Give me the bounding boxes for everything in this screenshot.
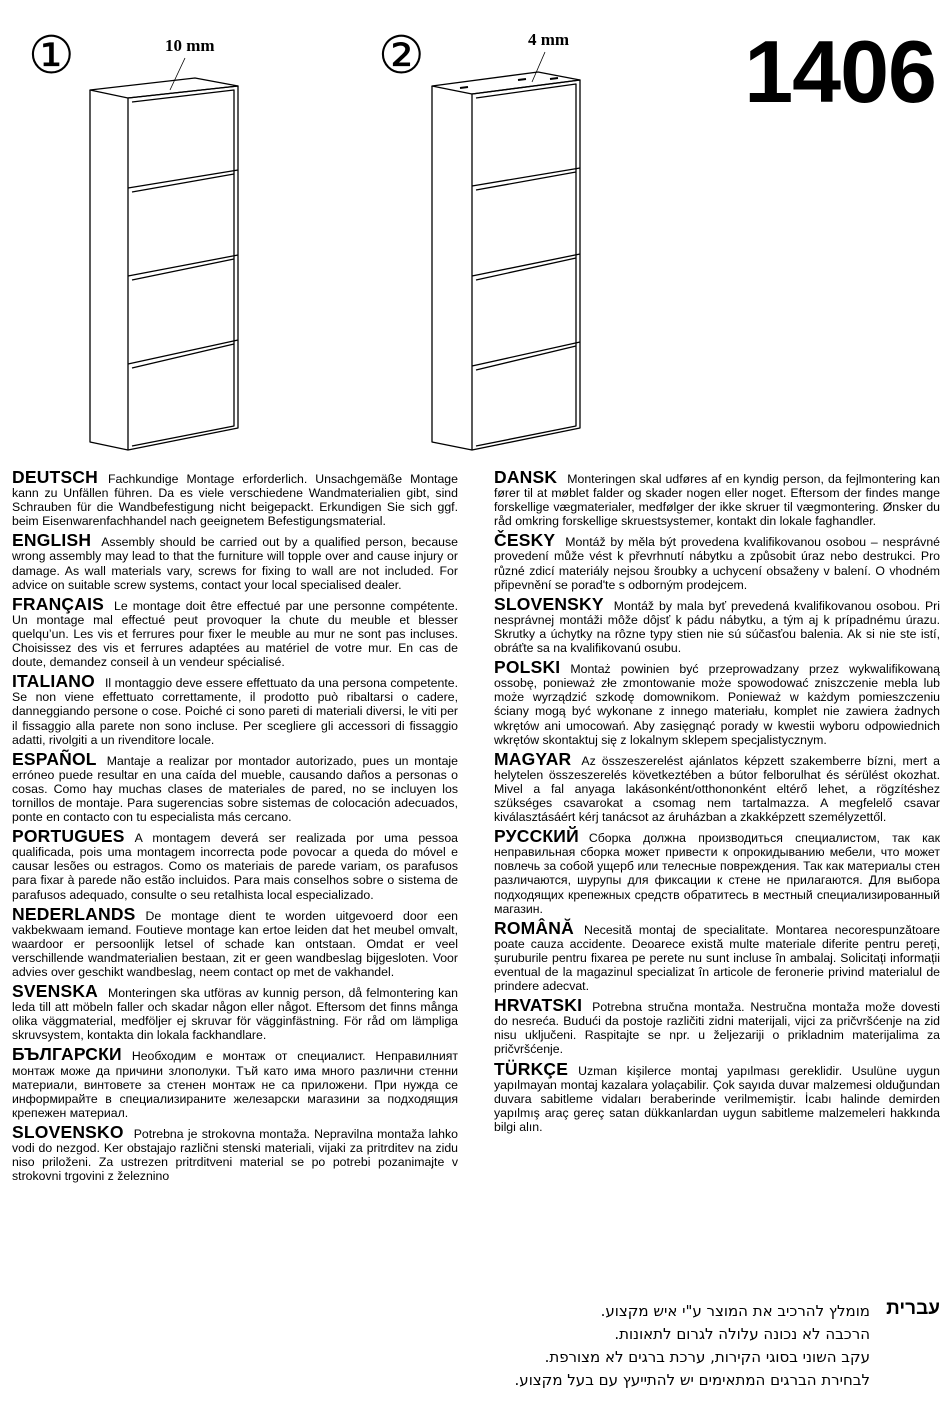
hebrew-heading: עברית: [886, 1298, 940, 1319]
section-russian: РУССКИЙ Сборка должна производиться специалистом, так как неправильная сборка может привести к опрокидыванию мебели, что может повлечь за собой ущерб или телесные повреждения. Так как материалы стен различаются, шурупы для фиксации к стене не прилагаются. Для выбора подходящих крепежных средств обратитесь в местный специализированный магазин.: [494, 826, 940, 916]
section-deutsch: DEUTSCH Fachkundige Montage erforderlich. Unsachgemäße Montage kann zu Unfällen führen. Da es viele verschiedene Wandmaterialien gibt, sind Schrauben für die Wandbefestigung nicht beigepackt. Erkundigen Sie sich ggf. beim Eisenwarenfachhandel nach geeignetem Befestigungsmaterial.: [12, 467, 458, 529]
section-espanol: ESPAÑOL Mantaje a realizar por montador autorizado, pues un montaje erróneo puede resultar en una caída del mueble, causando daños a personas o cosas. Como hay muchas clases de materiales de pared, no se incluyen los tornillos de montaje. Para sugerencias sobre sistemas de colocación adecuados, ponte en contacto con tu especialista más cercano.: [12, 748, 458, 825]
model-number: 1406: [744, 22, 936, 121]
figure-1-number: ①: [28, 26, 75, 86]
section-dansk: DANSK Monteringen skal udføres af en kyndig person, da fejlmontering kan fører til at møblet falder og skader nogen eller noget. Eftersom der findes mange forskellige vægmaterialer, medfølger der ikke skruer til vægmontering. Ønsker du råd omkring forskellige skruestsystemer, kontakt din lokale faghandler.: [494, 467, 940, 529]
instructions-right-column: [494, 467, 940, 1139]
section-english: ENGLISH Assembly should be carried out by a qualified person, because wrong assembly may lead to that the furniture will topple over and cause injury or damage. As wall materials vary, screws for fixing to wall are not included. For advice on suitable screw systems, contact your local specialised dealer.: [12, 530, 458, 592]
figure-1-shoe-cabinet-drawing: [70, 50, 260, 460]
section-magyar: MAGYAR Az összeszerelést ajánlatos képzett szakemberre bízni, mert a helytelen összeszerelés következtében a bútor felborulhat és sérülést okozhat. Mivel a fal anyaga lakásonként/otthononként eltérő lehet, a rögzítéshez szükséges csavarokat a csomag nem tartalmazza. A megfelelő csavar kiválasztásáért kérj tanácsot az áruházban a zkakképzett személyzettől.: [494, 748, 940, 825]
section-cesky: ČESKY Montáž by měla být provedena kvalifikovanou osobou – nesprávné provedení může vést k převrhnutí nábytku a způsobit úraz nebo destrukci. Pro různé zdicí materiály nejsou šroubky a uchycení obsaženy v balení. O vhodném připevnění se porad'te s odborným prodejcem.: [494, 530, 940, 592]
figure-1-dimension: 10 mm: [165, 36, 215, 55]
section-francais: FRANÇAIS Le montage doit être effectué par une personne compétente. Un montage mal effectué peut provoquer la chute du meuble et blesser quelqu’un. Les vis et ferrures pour fixer le meuble au mur ne sont pas incluses. Choisissez des vis et ferrures adaptées au matériel de votre mur. En cas de doute, demandez conseil à un vendeur spécialisé.: [12, 593, 458, 670]
instructions-left-column: [12, 467, 458, 1188]
section-turkce: TÜRKÇE Uzman kişilerce montaj yapılması gereklidir. Usulüne uygun yapılmayan montaj kazalara yolaçabilir. Çok sayıda duvar malzemesi olduğundan duvara sabitleme vidaları beraberinde verilmemiştir. İcabı halinde demirden yapılmış araç gereç satan dükkanlardan uygun sabitleme malzemeleri hakkında bilgi alın.: [494, 1058, 940, 1134]
figure-2-shoe-cabinet-drawing: [420, 44, 610, 460]
hebrew-text: מומלץ להרכיב את המוצר ע"י איש מקצוע. הרכבה לא נכונה עלולה לגרום לתאונות. עקב השוני בסוגי הקירות, ערכת ברגים לא מצורפת. לבחירת הברגים המתאימים יש להתייעץ עם בעל מקצוע.: [514, 1302, 870, 1389]
section-romana: ROMÂNĂ Necesită montaj de specialitate. Montarea necorespunzătoare poate cauza accidente. Deoarece există multe materiale diferite pentru pereți, șuruburile pentru fixarea pe perete nu sunt incluse în ambalaj. Solicitați informații eventual de la magazinul specializat în articole de feronerie privind materialul de prindere adecvat.: [494, 917, 940, 994]
figure-2-number: ②: [378, 26, 425, 86]
section-nederlands: NEDERLANDS De montage dient te worden uitgevoerd door een vakbekwaam iemand. Foutieve montage kan ertoe leiden dat het meubel omvalt, waardoor er persoonlijk letsel of schade kan ontstaan. Omdat er veel verschillende wandmaterialien bestaan, zit er geen wandbeslag bijgesloten. Voor advies over geschikt wandbeslag, neem contact op met de vakhandel.: [12, 903, 458, 979]
section-slovensko: SLOVENSKO Potrebna je strokovna montaža. Nepravilna montaža lahko vodi do nezgod. Ker obstajajo različni stenski materiali, vijaki za pritrditev na zidu niso priloženi. Za ustrezen pritrditveni material se po potrebi pozanimajte v strokovni trgovini z železnino: [12, 1121, 458, 1184]
section-portugues: PORTUGUES A montagem deverá ser realizada por uma pessoa qualificada, pois uma montagem incorrecta pode povocar a queda do móvel e causar lesões ou estragos. Como os materiais de parede variam, os parafusos para fixar à parede não estão incluidos. Para mais conselhos sobre o sistema de parafusos adequado, consulte o seu retalhista local especializado.: [12, 826, 458, 902]
section-hrvatski: HRVATSKI Potrebna stručna montaža. Nestručna montaža može dovesti do nesreća. Budući da postoje različiti zidni materijali, vijci za pričvršćenje na zid nisu uključeni. Raspitajte se npr. u željezariji o prikladnim materijalima za pričvršćenje.: [494, 995, 940, 1057]
section-polski: POLSKI Montaż powinien być przeprowadzany przez wykwalifikowaną ossobę, ponieważ złe zmontowanie może spowodować zniszczenie mebla lub może wyrządzić szkodę domownikom. Ponieważ w każdym pomieszczeniu ściany mogą być wykonane z innego materiału, komplet nie zawiera żadnych wkrętów ani umocowań. Aby zasięgnąć porady w kwestii wyboru odpowiednich wkrętów skontaktuj się z lokalnym sklepem specjalistycznym.: [494, 657, 940, 747]
section-bulgarian: БЪЛГАРСКИ Необходим е монтаж от специалист. Неправилният монтаж може да причини злополуки. Тъй като има много различни стенни материали, винтовете за стенен монтаж не са приложени. При нужда се информирайте в специализираните железарски магазини за подходящия крепежен материал.: [12, 1044, 458, 1120]
section-svenska: SVENSKA Monteringen ska utföras av kunnig person, då felmontering kan leda till att möbeln faller och skadar någon eller något. Eftersom det finns många olika väggmaterial, medföljer ej skruvar för vägginfästning. För råd om lämpliga skruvsystem, kontakta din lokala fackhandlare.: [12, 981, 458, 1043]
section-slovensky: SLOVENSKY Montáž by mala byť prevedená kvalifikovanou osobou. Pri nesprávnej montáži môže dôjsť k pádu nábytku, a tým aj k prípadnému úrazu. Skrutky a úchytky na rôzne typy stien nie sú súčasťou balenia. Ak si nie ste istí, obráťte sa na kvalifikovanú osubu.: [494, 593, 940, 656]
section-italiano: ITALIANO Il montaggio deve essere effettuato da una persona competente. Se non viene effettuato correttamente, il prodotto può ribaltarsi o cadere, danneggiando persone o cose. Poiché ci sono pareti di materiali diversi, le viti per il fissaggio alla parete non sono incluse. Per scegliere gli accessori di fissaggio adatti, rivolgiti a un rivenditore locale.: [12, 671, 458, 747]
figure-2-dimension: 4 mm: [528, 30, 570, 49]
